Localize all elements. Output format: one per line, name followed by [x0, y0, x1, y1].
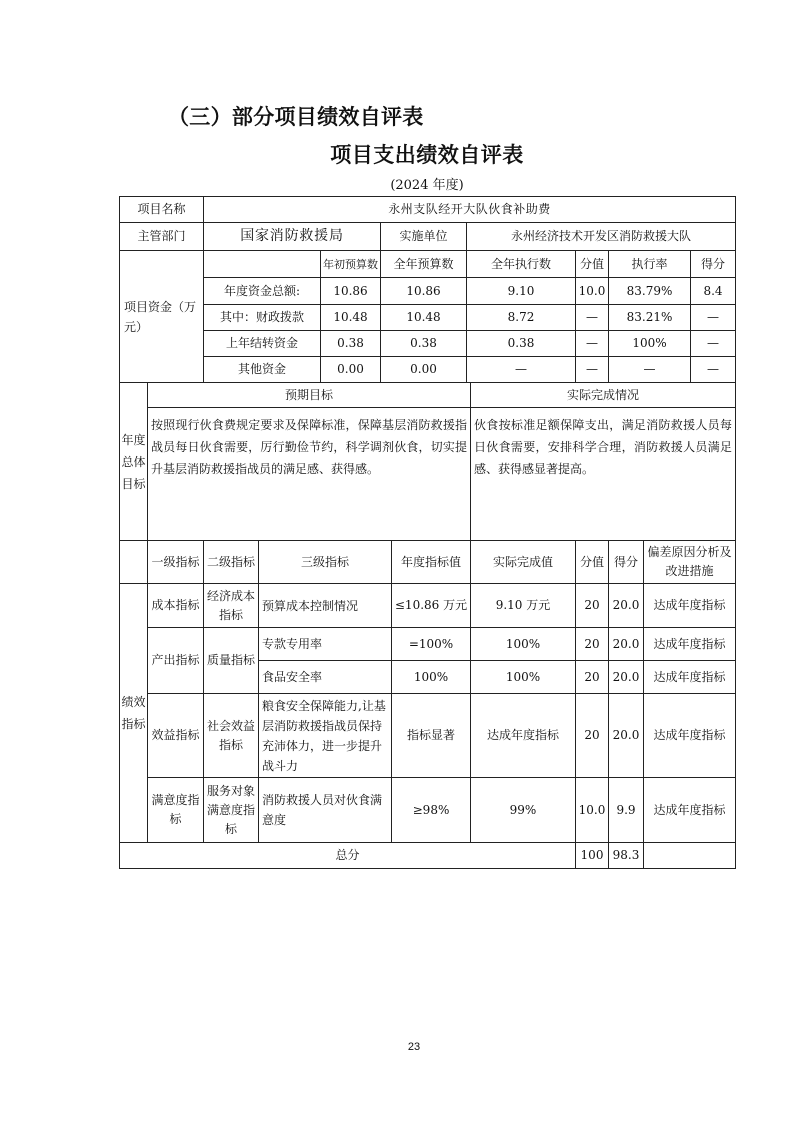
- project-name-value: 永州支队经开大队伙食补助费: [203, 196, 736, 223]
- indicator-deviation-note: 达成年度指标: [643, 660, 736, 694]
- implementing-unit-label: 实施单位: [380, 222, 467, 251]
- indicator-level3: 专款专用率: [258, 627, 392, 661]
- funds-header-score: 得分: [690, 250, 736, 278]
- indicator-header-weight: 分值: [575, 540, 609, 584]
- indicator-weight: 20: [575, 693, 609, 778]
- performance-indicators-label: 绩效指标: [119, 583, 148, 843]
- indicator-actual: 100%: [470, 660, 576, 694]
- funds-label: 项目资金（万元）: [119, 250, 204, 383]
- funds-initial-budget: 0.38: [320, 330, 381, 357]
- indicator-level3: 预算成本控制情况: [258, 583, 392, 628]
- funds-score: —: [690, 330, 736, 357]
- funds-row-label: 上年结转资金: [203, 330, 321, 357]
- funds-annual-budget: 0.00: [380, 356, 467, 383]
- indicator-level1: 产出指标: [147, 627, 204, 694]
- section-heading: （三）部分项目绩效自评表: [168, 104, 424, 129]
- indicator-score: 9.9: [608, 777, 644, 843]
- indicator-header-level1: 一级指标: [147, 540, 204, 584]
- expected-goal-header: 预期目标: [147, 382, 471, 408]
- funds-header-blank: [203, 250, 321, 278]
- indicator-level1: 成本指标: [147, 583, 204, 628]
- funds-header-annual-budget: 全年预算数: [380, 250, 467, 278]
- actual-result-text: 伙食按标准足额保障支出，满足消防救援人员每日伙食需要，安排科学合理，消防救援人员满足感、获得感显著提高。: [470, 407, 736, 541]
- implementing-unit-value: 永州经济技术开发区消防救援大队: [466, 222, 736, 251]
- indicator-level2: 社会效益指标: [203, 693, 259, 778]
- page-number: 23: [407, 1041, 421, 1053]
- indicator-header-level2: 二级指标: [203, 540, 259, 584]
- funds-score: —: [690, 356, 736, 383]
- indicator-score: 20.0: [608, 660, 644, 694]
- funds-execution-rate: 100%: [608, 330, 691, 357]
- total-weight: 100: [575, 842, 609, 869]
- department-value: 国家消防救援局: [203, 222, 381, 251]
- indicator-level2: 质量指标: [203, 627, 259, 694]
- funds-execution-rate: —: [608, 356, 691, 383]
- funds-annual-execution: 0.38: [466, 330, 576, 357]
- indicator-level3: 食品安全率: [258, 660, 392, 694]
- funds-header-initial-budget: 年初预算数: [320, 250, 381, 278]
- table-title: 项目支出绩效自评表: [330, 142, 524, 167]
- indicator-score: 20.0: [608, 693, 644, 778]
- funds-execution-rate: 83.79%: [608, 277, 691, 305]
- indicator-level1: 效益指标: [147, 693, 204, 778]
- indicator-weight: 20: [575, 627, 609, 661]
- funds-header-weight: 分值: [575, 250, 609, 278]
- actual-result-header: 实际完成情况: [470, 382, 736, 408]
- funds-weight: —: [575, 304, 609, 331]
- indicator-actual: 9.10 万元: [470, 583, 576, 628]
- indicator-target: 指标显著: [391, 693, 471, 778]
- indicator-deviation-note: 达成年度指标: [643, 777, 736, 843]
- funds-annual-budget: 0.38: [380, 330, 467, 357]
- funds-header-annual-execution: 全年执行数: [466, 250, 576, 278]
- funds-weight: 10.0: [575, 277, 609, 305]
- annual-goals-label: 年度总体目标: [119, 382, 148, 541]
- funds-header-execution-rate: 执行率: [608, 250, 691, 278]
- indicator-weight: 20: [575, 583, 609, 628]
- funds-score: 8.4: [690, 277, 736, 305]
- indicator-weight: 20: [575, 660, 609, 694]
- indicator-level1: 满意度指标: [147, 777, 204, 843]
- indicator-header-level3: 三级指标: [258, 540, 392, 584]
- funds-annual-budget: 10.86: [380, 277, 467, 305]
- department-label: 主管部门: [119, 222, 204, 251]
- funds-score: —: [690, 304, 736, 331]
- total-label: 总分: [119, 842, 576, 869]
- indicator-target: ≤10.86 万元: [391, 583, 471, 628]
- funds-annual-execution: 8.72: [466, 304, 576, 331]
- indicator-header-target: 年度指标值: [391, 540, 471, 584]
- indicator-header-actual: 实际完成值: [470, 540, 576, 584]
- indicator-deviation-note: 达成年度指标: [643, 693, 736, 778]
- funds-annual-execution: 9.10: [466, 277, 576, 305]
- indicator-score: 20.0: [608, 583, 644, 628]
- indicator-header-note: 偏差原因分析及改进措施: [643, 540, 736, 584]
- funds-execution-rate: 83.21%: [608, 304, 691, 331]
- project-name-label: 项目名称: [119, 196, 204, 223]
- funds-initial-budget: 10.48: [320, 304, 381, 331]
- funds-initial-budget: 0.00: [320, 356, 381, 383]
- funds-weight: —: [575, 330, 609, 357]
- indicator-actual: 100%: [470, 627, 576, 661]
- indicator-target: 100%: [391, 660, 471, 694]
- indicator-target: ≥98%: [391, 777, 471, 843]
- funds-weight: —: [575, 356, 609, 383]
- indicator-weight: 10.0: [575, 777, 609, 843]
- funds-row-label: 年度资金总额:: [203, 277, 321, 305]
- indicator-score: 20.0: [608, 627, 644, 661]
- indicator-actual: 达成年度指标: [470, 693, 576, 778]
- indicator-level3: 粮食安全保障能力,让基层消防救援指战员保持充沛体力，进一步提升战斗力: [258, 693, 392, 778]
- funds-row-label: 其他资金: [203, 356, 321, 383]
- expected-goal-text: 按照现行伙食费规定要求及保障标准，保障基层消防救援指战员每日伙食需要，厉行勤俭节约，科学调剂伙食，切实提升基层消防救援指战员的满足感、获得感。: [147, 407, 471, 541]
- funds-initial-budget: 10.86: [320, 277, 381, 305]
- funds-annual-execution: —: [466, 356, 576, 383]
- indicator-level3: 消防救援人员对伙食满意度: [258, 777, 392, 843]
- indicator-target: =100%: [391, 627, 471, 661]
- total-score: 98.3: [608, 842, 644, 869]
- indicator-level2: 经济成本指标: [203, 583, 259, 628]
- funds-annual-budget: 10.48: [380, 304, 467, 331]
- indicator-level2: 服务对象满意度指标: [203, 777, 259, 843]
- fiscal-year: (2024 年度): [390, 178, 464, 193]
- indicator-deviation-note: 达成年度指标: [643, 627, 736, 661]
- funds-row-label: 其中：财政拨款: [203, 304, 321, 331]
- indicator-header-score: 得分: [608, 540, 644, 584]
- indicator-deviation-note: 达成年度指标: [643, 583, 736, 628]
- indicator-header-blank: [119, 540, 148, 584]
- indicator-actual: 99%: [470, 777, 576, 843]
- total-note-blank: [643, 842, 736, 869]
